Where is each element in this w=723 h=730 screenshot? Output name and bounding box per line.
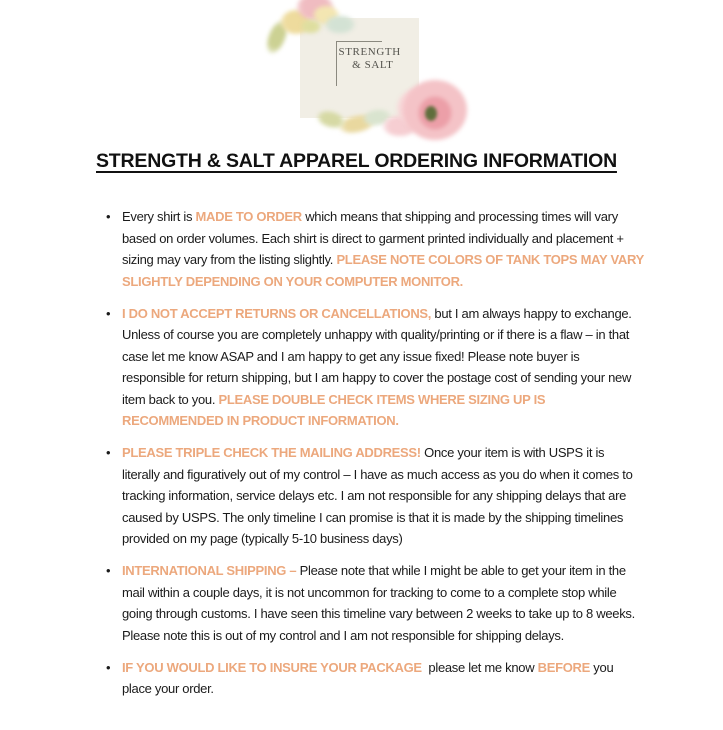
bullet-item (104, 442, 645, 550)
body-text: Please note that while I might be able to get your item in the mail within a couple days, it is not uncommon for tracking to come to a complete stop while going through customs. I have seen this timeline vary between 2 weeks to take up to 8 weeks. Please note this is out of my control and I am not responsible for shipping delays. (122, 563, 635, 643)
logo-brand-line1: STRENGTH (338, 46, 401, 58)
floral-flower-center-icon (425, 106, 437, 121)
body-text: Every shirt is (122, 209, 196, 224)
highlighted-text: BEFORE (537, 659, 590, 675)
floral-leaf-icon (325, 16, 355, 33)
bullet-item (104, 206, 645, 292)
highlighted-text: I DO NOT ACCEPT RETURNS OR CANCELLATIONS, (122, 305, 432, 321)
highlighted-text: PLEASE DOUBLE CHECK ITEMS WHERE SIZING UP IS RECOMMENDED IN PRODUCT INFORMATION. (122, 391, 546, 428)
highlighted-text: PLEASE NOTE COLORS OF TANK TOPS MAY VARY SLIGHTLY DEPENDING ON YOUR COMPUTER MONITOR. (122, 252, 644, 289)
page-title: STRENGTH & SALT APPAREL ORDERING INFORMATION (96, 150, 617, 172)
bullet-item (104, 303, 645, 432)
highlighted-text: MADE TO ORDER (195, 209, 302, 224)
logo-text (338, 46, 401, 72)
highlighted-text: PLEASE TRIPLE CHECK THE MAILING ADDRESS! (122, 445, 421, 460)
body-text: you place your order. (122, 659, 614, 696)
body-text: which means that shipping and processing times will vary based on order volumes. Each shirt is direct to garment printed individually and placement + sizing may vary from the listing slightly. (122, 209, 624, 267)
body-text: but I am always happy to exchange. Unless of course you are completely unhappy with quality/printing or if there is a flaw – in that case let me know ASAP and I am happy to get any issue fixed! Please note buyer is responsible for return shipping, but I am happy to cover the postage cost of sending your new item back to you. (122, 305, 632, 407)
brand-logo (257, 0, 467, 140)
floral-leaf-icon (301, 20, 321, 33)
bullet-list (104, 206, 645, 700)
logo-brand-line2: & SALT (352, 59, 394, 71)
bullet-item (104, 560, 645, 646)
highlighted-text: INTERNATIONAL SHIPPING – (122, 563, 300, 578)
highlighted-text: IF YOU WOULD LIKE TO INSURE YOUR PACKAGE (122, 659, 422, 675)
body-text: please let me know (421, 659, 538, 675)
body-text: Once your item is with USPS it is literally and figuratively out of my control – I have as much access as you do when it comes to tracking information, service delays etc. I am not responsible for any shipping delays that are caused by USPS. The only timeline I can promise is that it is made by the shipping timelines provided on my page (typically 5-10 business days) (122, 445, 633, 546)
bullet-item (104, 657, 645, 700)
